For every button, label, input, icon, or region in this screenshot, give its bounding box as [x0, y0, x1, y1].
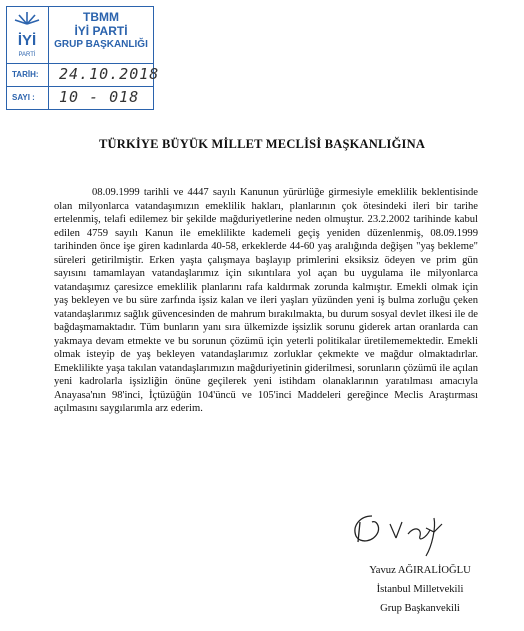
sun-logo-icon	[7, 7, 47, 62]
letter-title: TÜRKİYE BÜYÜK MİLLET MECLİSİ BAŞKANLIĞINA	[98, 137, 426, 151]
letter-paragraph: 08.09.1999 tarihli ve 4447 sayılı Kanunun yürürlüğe girmesiyle emeklilik beklentisinde olan milyonlarca vatandaşımızın emeklilik hakları, planlarının çok ötesindeki ileri bir tarihe ertelenmiş, telafi edilemez bir şekilde mağduriyetlerine neden olmuştur. 23.2.2002 tarihinde kabul edilen 4759 sayılı Kanun ile emeklilikte kademeli geçiş yeniden düzenlenmiş, 08.09.1999 tarihinden önce işe giren kadınlarda 40-58, erkeklerde 44-60 yaş aralığında değişen "yaş bekleme" süreleri getirilmiştir. Erken yaşta çalışmaya başlayıp primlerini eksiksiz ödeyen ve prim gün sayısını tamamlayan vatandaşlarımız için sıkıntılara yol açan bu uygulama ile milyonlarca vatandaşımız çaresizce emeklilik planlarını rafa kaldırmak zorunda kalmıştır. Emekli olmak için yaş bekleyen ve bu süre zarfında işsiz kalan ve ileri yaşları yüzünden yeni iş bulma zorluğu çeken vatandaşlarımız sağlık güvencesinden de mahrum bırakılmakta, bu durum sosyal devlet ilkesi ile de bağdaşmamaktadır. Tüm bunların yanı sıra ülkemizde işsizlik sorunu giderek artan oranlarda can yakmaya devam etmekte ve bu sorunun çözümü için yeterli politikalar üretilememektedir. Emekli olmak isteyip de yaş bekleyen vatandaşlarımız zorluklar çekmekte ve mağdur olmaktadırlar. Emeklilikte yaşa takılan vatandaşlarımızın mağduriyetinin giderilmesi, sorunların çözümü ile açılan yeni kadrolarla işsizliğin önüne geçilerek yeni istihdam olanaklarının yaratılması amacıyla Anayasa'nın 98'inci, İçtüzüğün 104'üncü ve 105'inci Maddeleri gereğince Meclis Araştırması açılmasını saygılarımla arz ederim.	[54, 187, 478, 414]
receipt-stamp	[6, 6, 160, 110]
org-line-3: GRUP BAŞKANLIĞI	[54, 39, 148, 50]
date-value: 24.10.2018	[59, 65, 160, 83]
letter-body	[54, 186, 478, 416]
signer-role-2: Grup Başkanvekili	[380, 603, 460, 614]
handwritten-signature	[330, 498, 480, 558]
logo-subtext: PARTİ	[18, 52, 36, 58]
signature-icon	[330, 498, 480, 558]
date-label: TARİH:	[7, 64, 49, 86]
org-line-2: İYİ PARTİ	[74, 24, 128, 38]
number-label: SAYI :	[7, 87, 49, 110]
stamp-organization	[49, 7, 153, 64]
logo-text: İYİ	[17, 32, 37, 49]
number-value: 10 - 018	[59, 88, 140, 106]
signer-role-1: İstanbul Milletvekili	[376, 584, 464, 595]
signer-name: Yavuz AĞIRALİOĞLU	[369, 565, 471, 576]
stamp-number-row	[7, 87, 153, 110]
party-logo	[7, 7, 49, 64]
stamp-date-row	[7, 64, 160, 87]
org-line-1: TBMM	[83, 10, 119, 24]
signature-block	[360, 561, 480, 618]
